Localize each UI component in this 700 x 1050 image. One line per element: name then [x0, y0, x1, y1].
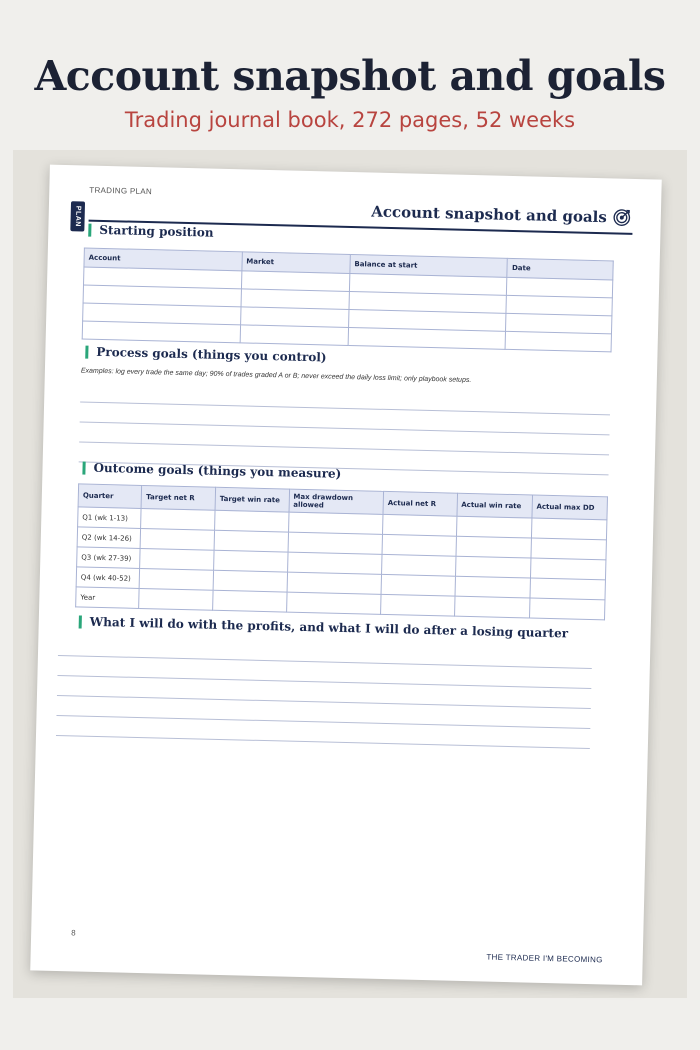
- column-header: Actual win rate: [457, 493, 533, 518]
- entry-cell[interactable]: [529, 598, 605, 620]
- page-title-text: Account snapshot and goals: [371, 202, 608, 227]
- column-header: Target win rate: [215, 487, 289, 512]
- entry-cell[interactable]: [382, 514, 456, 536]
- entry-cell[interactable]: [139, 568, 213, 590]
- entry-cell[interactable]: [348, 327, 506, 349]
- plan-tab: [70, 201, 85, 231]
- starting-position-table: [82, 247, 614, 352]
- entry-cell[interactable]: [214, 550, 288, 572]
- quarter-label: Q1 (wk 1-13): [78, 507, 142, 529]
- entry-cell[interactable]: [288, 532, 383, 554]
- section-heading-outcome-goals: Outcome goals (things you measure): [82, 462, 341, 481]
- entry-cell[interactable]: [530, 578, 606, 600]
- section-heading-process-goals: Process goals (things you control): [85, 346, 326, 365]
- banner-subtitle: Trading journal book, 272 pages, 52 weeks: [124, 108, 576, 132]
- entry-cell[interactable]: [454, 596, 530, 618]
- entry-cell[interactable]: [240, 325, 349, 346]
- entry-cell[interactable]: [455, 576, 531, 598]
- column-header: Actual net R: [383, 491, 457, 516]
- entry-cell[interactable]: [139, 588, 213, 610]
- entry-cell[interactable]: [382, 554, 456, 576]
- column-header: Quarter: [78, 484, 142, 509]
- entry-cell[interactable]: [213, 590, 287, 612]
- column-header: Market: [242, 252, 351, 274]
- quarter-label: Q4 (wk 40-52): [76, 567, 140, 589]
- page-title: [371, 203, 631, 227]
- quarter-label: Q2 (wk 14-26): [77, 527, 141, 549]
- entry-cell[interactable]: [288, 512, 383, 534]
- entry-cell[interactable]: [381, 594, 455, 616]
- column-header: Date: [507, 258, 613, 280]
- running-head: TRADING PLAN: [89, 185, 153, 197]
- column-header: Max drawdown allowed: [289, 489, 384, 514]
- entry-cell[interactable]: [82, 321, 240, 343]
- entry-cell[interactable]: [215, 510, 289, 532]
- entry-cell[interactable]: [287, 552, 382, 574]
- quarter-label: Year: [76, 587, 140, 609]
- entry-cell[interactable]: [530, 558, 606, 580]
- writing-line[interactable]: [56, 715, 590, 729]
- entry-cell[interactable]: [506, 331, 612, 352]
- page-number: 8: [71, 928, 76, 938]
- writing-line[interactable]: [80, 421, 610, 435]
- target-icon: [613, 208, 631, 226]
- writing-line[interactable]: [80, 401, 610, 415]
- journal-page: [30, 165, 662, 986]
- column-header: Actual max DD: [532, 495, 608, 520]
- section-heading-starting-position: Starting position: [88, 224, 214, 240]
- entry-cell[interactable]: [531, 518, 607, 540]
- entry-cell[interactable]: [140, 528, 214, 550]
- section-heading-profits: What I will do with the profits, and what I will do after a losing quarter: [79, 615, 569, 640]
- writing-line[interactable]: [58, 655, 592, 669]
- writing-line[interactable]: [57, 675, 591, 689]
- banner-title: Account snapshot and goals: [34, 52, 666, 100]
- writing-line[interactable]: [57, 695, 591, 709]
- entry-cell[interactable]: [456, 516, 532, 538]
- process-goals-hint: Examples: log every trade the same day; 90% of trades graded A or B; never exceed the daily loss limit; only playbook setups.: [80, 367, 472, 385]
- entry-cell[interactable]: [213, 570, 287, 592]
- writing-line[interactable]: [79, 441, 609, 455]
- page-footer: THE TRADER I'M BECOMING: [486, 952, 603, 965]
- column-header: Target net R: [141, 485, 215, 510]
- writing-line[interactable]: [56, 735, 590, 749]
- entry-cell[interactable]: [456, 536, 532, 558]
- entry-cell[interactable]: [531, 538, 607, 560]
- entry-cell[interactable]: [287, 572, 382, 594]
- entry-cell[interactable]: [214, 530, 288, 552]
- entry-cell[interactable]: [455, 556, 531, 578]
- plan-tab-label: PLAN: [73, 205, 82, 227]
- entry-cell[interactable]: [382, 534, 456, 556]
- entry-cell[interactable]: [286, 592, 381, 614]
- outcome-goals-table: [75, 483, 608, 620]
- quarter-label: Q3 (wk 27-39): [77, 547, 141, 569]
- entry-cell[interactable]: [140, 548, 214, 570]
- entry-cell[interactable]: [141, 508, 215, 530]
- entry-cell[interactable]: [381, 574, 455, 596]
- column-header: Balance at start: [350, 255, 508, 278]
- column-header: Account: [84, 248, 242, 271]
